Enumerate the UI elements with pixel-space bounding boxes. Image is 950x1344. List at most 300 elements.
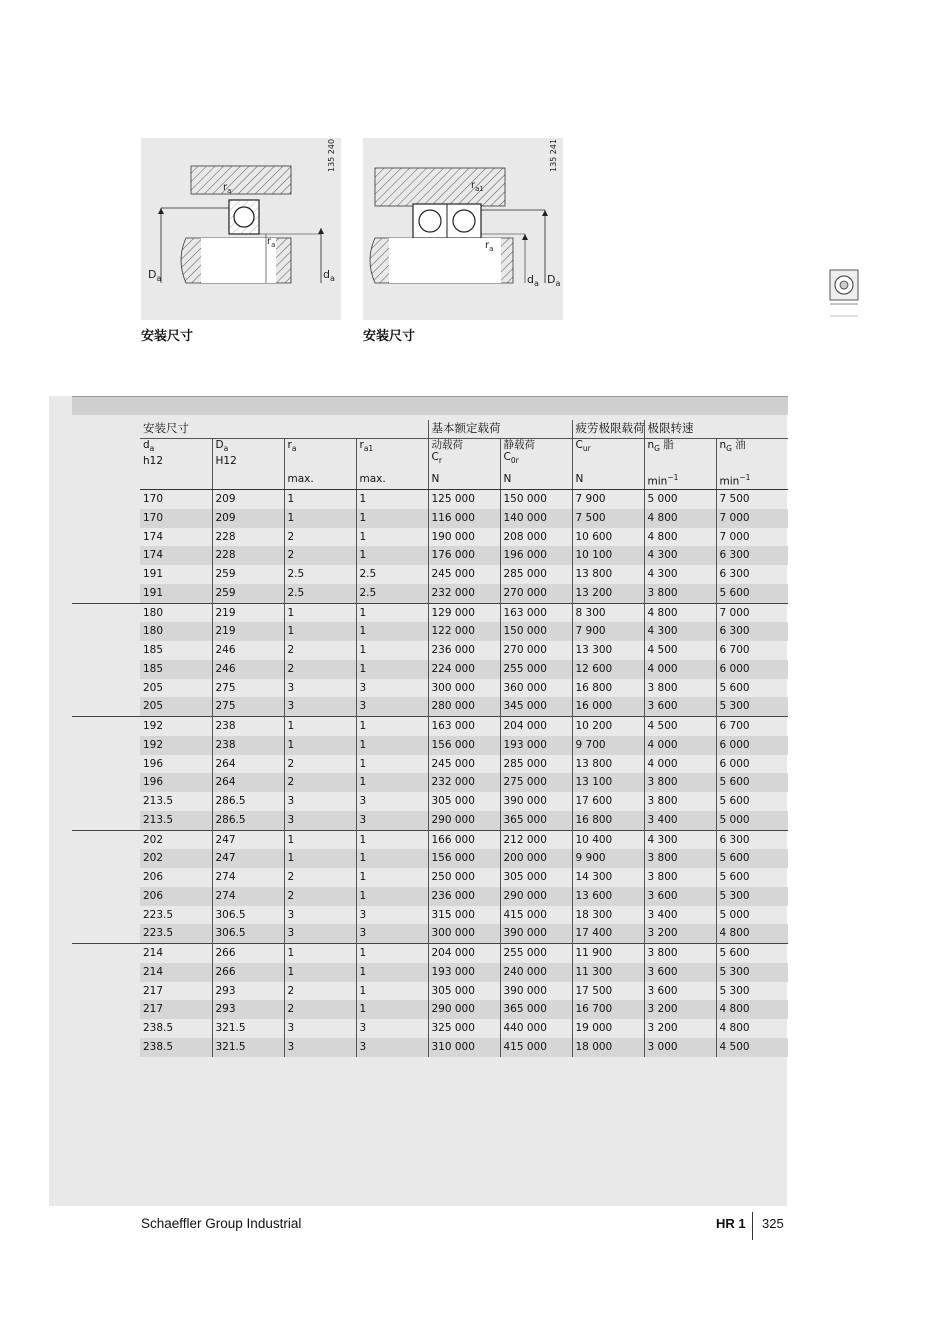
table-cell: 191: [143, 568, 164, 580]
table-cell: 4 300: [644, 830, 716, 849]
table-cell: 196 000: [500, 546, 572, 565]
page-number: 325: [762, 1216, 784, 1231]
table-cell: 205: [140, 697, 212, 716]
table-row: [72, 584, 788, 603]
table-cell: 440 000: [500, 1019, 572, 1038]
table-cell: 4 000: [644, 755, 716, 774]
table-cell: 5 600: [716, 868, 788, 887]
table-row: [72, 736, 788, 755]
table-cell: 212 000: [500, 830, 572, 849]
table-cell: 4 000: [644, 736, 716, 755]
table-cell: 286.5: [212, 811, 284, 830]
table-cell: 5 600: [716, 679, 788, 698]
table-cell: 247: [212, 849, 284, 868]
table-cell: 223.5: [140, 924, 212, 943]
table-cell: 3: [356, 924, 428, 943]
column-unit-0: [140, 473, 212, 490]
table-cell: 306.5: [212, 906, 284, 925]
table-cell: 250 000: [428, 868, 500, 887]
table-cell: 1: [284, 963, 356, 982]
table-cell: 176 000: [428, 546, 500, 565]
table-header-bar: [72, 396, 788, 415]
table-row: [72, 849, 788, 868]
column-header-2: $r_a$: [284, 439, 356, 474]
table-row: [72, 944, 788, 963]
table-row: [72, 906, 788, 925]
table-cell: 8 300: [572, 603, 644, 622]
table-cell: 255 000: [500, 660, 572, 679]
table-row: [72, 773, 788, 792]
bearing-thumbnail-icon: [828, 268, 860, 318]
table-cell: 3: [284, 924, 356, 943]
table-cell: 219: [212, 603, 284, 622]
figure-caption-2: 安装尺寸: [363, 329, 416, 344]
table-cell: 228: [212, 546, 284, 565]
table-cell: 3 200: [644, 1019, 716, 1038]
table-cell: 180: [140, 603, 212, 622]
table-row: [72, 509, 788, 528]
table-cell: 6 700: [716, 641, 788, 660]
table-cell: 6 300: [716, 830, 788, 849]
table-cell: 170: [143, 493, 164, 505]
table-cell: 305 000: [428, 792, 500, 811]
table-cell: 259: [212, 565, 284, 584]
figure-caption-1: 安装尺寸: [141, 329, 194, 344]
table-cell: 6 300: [716, 565, 788, 584]
table-cell: 290 000: [428, 1000, 500, 1019]
group-header-load-rating: 基本额定载荷: [428, 420, 572, 439]
table-cell: 2: [284, 546, 356, 565]
table-cell: 10 600: [572, 528, 644, 547]
table-cell: 6 000: [716, 660, 788, 679]
table-cell: 1: [284, 509, 356, 528]
table-cell: 238: [212, 736, 284, 755]
table-row: [72, 565, 788, 584]
table-cell: 2: [284, 755, 356, 774]
table-row: [72, 1000, 788, 1019]
table-cell: 204 000: [500, 717, 572, 736]
table-cell: 4 800: [716, 924, 788, 943]
table-cell: 255 000: [500, 944, 572, 963]
table-cell: 321.5: [212, 1019, 284, 1038]
column-unit-2: max.: [284, 473, 356, 490]
table-cell: 163 000: [428, 717, 500, 736]
svg-text:ra: $r_a$: [223, 182, 232, 195]
table-cell: 3: [284, 811, 356, 830]
table-cell: 3 000: [644, 1038, 716, 1057]
table-row: [72, 811, 788, 830]
table-cell: 10 400: [572, 830, 644, 849]
table-cell: 3: [356, 1019, 428, 1038]
table-cell: 1: [356, 660, 428, 679]
table-cell: 16 800: [572, 811, 644, 830]
mounting-figure-1: [141, 138, 341, 320]
bearing-drawing-2: [363, 138, 563, 320]
table-cell: 1: [356, 982, 428, 1001]
table-cell: 360 000: [500, 679, 572, 698]
table-cell: 10 100: [572, 546, 644, 565]
table-cell: 214: [140, 963, 212, 982]
table-cell: 223.5: [143, 908, 174, 921]
table-cell: 1: [356, 1000, 428, 1019]
table-cell: 122 000: [428, 622, 500, 641]
table-cell: 290 000: [428, 811, 500, 830]
table-cell: 13 300: [572, 641, 644, 660]
table-row: [72, 792, 788, 811]
table-cell: 228: [212, 528, 284, 547]
table-cell: 270 000: [500, 641, 572, 660]
table-cell: 286.5: [212, 792, 284, 811]
figure-number-2: 135 241: [549, 138, 558, 172]
table-cell: 3: [284, 697, 356, 716]
table-cell: 150 000: [500, 490, 572, 509]
table-cell: 5 000: [716, 906, 788, 925]
table-cell: 1: [356, 603, 428, 622]
table-cell: 5 600: [716, 792, 788, 811]
table-cell: 232 000: [428, 773, 500, 792]
column-header-5: 静载荷 $C_{0r}$: [500, 439, 572, 474]
table-cell: 306.5: [212, 924, 284, 943]
table-cell: 213.5: [140, 811, 212, 830]
table-cell: 1: [284, 603, 356, 622]
footer-divider: [752, 1212, 753, 1240]
table-cell: 1: [356, 546, 428, 565]
table-cell: 17 600: [572, 792, 644, 811]
table-cell: 365 000: [500, 811, 572, 830]
table-cell: 217: [140, 1000, 212, 1019]
table-cell: 185: [140, 660, 212, 679]
table-cell: 345 000: [500, 697, 572, 716]
table-cell: 3 800: [644, 584, 716, 603]
table-cell: 7 500: [716, 490, 788, 509]
table-cell: 2: [284, 660, 356, 679]
table-row: [72, 1019, 788, 1038]
table-cell: 6 300: [716, 546, 788, 565]
table-row: [72, 622, 788, 641]
table-row: [72, 924, 788, 943]
table-cell: 3 800: [644, 868, 716, 887]
table-cell: 315 000: [428, 906, 500, 925]
table-cell: 3 400: [644, 811, 716, 830]
table-cell: 13 100: [572, 773, 644, 792]
table-cell: 1: [284, 830, 356, 849]
table-cell: 4 800: [644, 528, 716, 547]
table-cell: 293: [212, 982, 284, 1001]
table-cell: 13 800: [572, 755, 644, 774]
table-cell: 275: [212, 697, 284, 716]
table-cell: 4 300: [644, 622, 716, 641]
table-cell: 3: [356, 1038, 428, 1057]
table-cell: 390 000: [500, 982, 572, 1001]
table-cell: 13 800: [572, 565, 644, 584]
column-unit-4: N: [428, 473, 500, 490]
table-cell: 1: [284, 736, 356, 755]
table-cell: 3 400: [644, 906, 716, 925]
table-row: [72, 641, 788, 660]
table-cell: 7 900: [572, 490, 644, 509]
svg-text:Da: $D_a$: [547, 273, 561, 288]
table-cell: 196: [143, 757, 164, 770]
svg-text:Da: $D_a$: [148, 268, 162, 283]
table-cell: 4 300: [644, 565, 716, 584]
table-cell: 3 800: [644, 792, 716, 811]
table-row: [72, 546, 788, 565]
table-cell: 3: [284, 906, 356, 925]
table-cell: 2: [284, 887, 356, 906]
table-cell: 1: [356, 736, 428, 755]
table-row: [72, 528, 788, 547]
table-cell: 219: [212, 622, 284, 641]
table-cell: 5 300: [716, 887, 788, 906]
table-cell: 3: [284, 792, 356, 811]
svg-text:ra: $r_a$: [267, 236, 276, 249]
table-row: [72, 697, 788, 716]
table-cell: 285 000: [500, 755, 572, 774]
table-row: [72, 660, 788, 679]
table-cell: 3: [284, 1019, 356, 1038]
table-cell: 1: [284, 622, 356, 641]
table-cell: 213.5: [143, 795, 174, 807]
table-cell: 247: [212, 830, 284, 849]
table-cell: 2.5: [284, 584, 356, 603]
table-cell: 19 000: [572, 1019, 644, 1038]
table-cell: 246: [212, 660, 284, 679]
table-cell: 185: [143, 644, 164, 656]
svg-text:da: $d_a$: [323, 268, 335, 283]
table-cell: 365 000: [500, 1000, 572, 1019]
column-unit-1: [212, 473, 284, 490]
table-cell: 193 000: [500, 736, 572, 755]
table-cell: 264: [212, 755, 284, 774]
table-cell: 125 000: [428, 490, 500, 509]
svg-text:ra1: $r_{a1}$: [471, 180, 484, 193]
table-cell: 2.5: [356, 565, 428, 584]
table-cell: 236 000: [428, 887, 500, 906]
table-cell: 214: [140, 944, 212, 963]
table-cell: 14 300: [572, 868, 644, 887]
column-unit-8: $\min^{-1}$: [716, 473, 788, 490]
table-cell: 293: [212, 1000, 284, 1019]
table-cell: 238.5: [140, 1038, 212, 1057]
column-header-0: $d_a$ h12: [143, 439, 164, 468]
table-cell: 3 600: [644, 697, 716, 716]
table-cell: 4 500: [716, 1038, 788, 1057]
table-cell: 1: [356, 490, 428, 509]
table-cell: 4 000: [644, 660, 716, 679]
table-cell: 191: [140, 584, 212, 603]
table-cell: 390 000: [500, 924, 572, 943]
table-cell: 13 600: [572, 887, 644, 906]
table-cell: 3 800: [644, 849, 716, 868]
bearing-drawing-1: [141, 138, 341, 320]
bearing-data-table: [72, 420, 788, 1057]
table-cell: 275: [212, 679, 284, 698]
table-cell: 5 000: [716, 811, 788, 830]
table-cell: 180: [140, 622, 212, 641]
table-cell: 10 200: [572, 717, 644, 736]
table-cell: 1: [356, 622, 428, 641]
table-cell: 270 000: [500, 584, 572, 603]
table-cell: 11 300: [572, 963, 644, 982]
table-cell: 246: [212, 641, 284, 660]
table-cell: 285 000: [500, 565, 572, 584]
table-cell: 13 200: [572, 584, 644, 603]
column-header-7: $n_G$ 脂: [644, 439, 716, 474]
table-cell: 238: [212, 717, 284, 736]
table-cell: 190 000: [428, 528, 500, 547]
table-cell: 202: [140, 830, 212, 849]
table-cell: 140 000: [500, 509, 572, 528]
table-cell: 196: [140, 773, 212, 792]
table-cell: 1: [356, 773, 428, 792]
table-row: [72, 868, 788, 887]
table-cell: 5 300: [716, 982, 788, 1001]
table-cell: 7 000: [716, 528, 788, 547]
table-cell: 321.5: [212, 1038, 284, 1057]
table-row: [72, 830, 788, 849]
table-cell: 2: [284, 773, 356, 792]
group-header-speed: 极限转速: [644, 420, 788, 439]
table-cell: 5 000: [644, 490, 716, 509]
table-cell: 17 500: [572, 982, 644, 1001]
table-cell: 17 400: [572, 924, 644, 943]
table-cell: 1: [356, 528, 428, 547]
column-header-6: $C_{ur}$: [572, 439, 644, 474]
table-cell: 390 000: [500, 792, 572, 811]
table-cell: 3 600: [644, 963, 716, 982]
table-cell: 202: [140, 849, 212, 868]
table-cell: 300 000: [428, 924, 500, 943]
table-cell: 415 000: [500, 1038, 572, 1057]
table-cell: 4 800: [716, 1000, 788, 1019]
table-cell: 16 700: [572, 1000, 644, 1019]
table-cell: 3 600: [644, 887, 716, 906]
table-cell: 209: [212, 509, 284, 528]
table-cell: 209: [212, 490, 284, 509]
table-cell: 2: [284, 868, 356, 887]
table-cell: 3 600: [644, 982, 716, 1001]
table-cell: 305 000: [500, 868, 572, 887]
table-cell: 1: [356, 755, 428, 774]
table-cell: 1: [356, 717, 428, 736]
table-cell: 266: [212, 944, 284, 963]
table-cell: 2.5: [356, 584, 428, 603]
mounting-figure-2: [363, 138, 563, 320]
table-cell: 18 300: [572, 906, 644, 925]
table-cell: 4 800: [716, 1019, 788, 1038]
column-header-4: 动载荷 $C_r$: [428, 439, 500, 474]
table-cell: 1: [356, 849, 428, 868]
table-cell: 11 900: [572, 944, 644, 963]
table-cell: 290 000: [500, 887, 572, 906]
table-cell: 259: [212, 584, 284, 603]
table-cell: 4 500: [644, 717, 716, 736]
table-cell: 206: [143, 871, 164, 883]
group-header-fatigue: 疲劳极限载荷: [572, 420, 644, 439]
table-cell: 5 600: [716, 773, 788, 792]
table-cell: 5 600: [716, 944, 788, 963]
table-cell: 274: [212, 868, 284, 887]
table-cell: 1: [284, 490, 356, 509]
table-cell: 1: [284, 944, 356, 963]
table-cell: 1: [356, 944, 428, 963]
table-cell: 4 800: [644, 603, 716, 622]
table-cell: 3: [356, 792, 428, 811]
table-cell: 174: [140, 546, 212, 565]
table-cell: 7 900: [572, 622, 644, 641]
table-cell: 266: [212, 963, 284, 982]
table-cell: 9 700: [572, 736, 644, 755]
table-cell: 129 000: [428, 603, 500, 622]
table-cell: 208 000: [500, 528, 572, 547]
column-unit-7: $\min^{-1}$: [644, 473, 716, 490]
table-cell: 6 300: [716, 622, 788, 641]
table-body: [72, 490, 788, 1057]
table-cell: 4 800: [644, 509, 716, 528]
table-cell: 1: [284, 717, 356, 736]
table-row: [72, 603, 788, 622]
table-cell: 16 000: [572, 697, 644, 716]
table-row: [72, 755, 788, 774]
table-row: [72, 963, 788, 982]
table-cell: 325 000: [428, 1019, 500, 1038]
table-cell: 1: [356, 868, 428, 887]
table-cell: 2: [284, 982, 356, 1001]
table-cell: 236 000: [428, 641, 500, 660]
table-cell: 245 000: [428, 755, 500, 774]
table-cell: 1: [284, 849, 356, 868]
table-cell: 7 000: [716, 509, 788, 528]
table-cell: 280 000: [428, 697, 500, 716]
table-cell: 245 000: [428, 565, 500, 584]
table-cell: 6 000: [716, 736, 788, 755]
table-cell: 166 000: [428, 830, 500, 849]
table-cell: 4 500: [644, 641, 716, 660]
table-cell: 5 600: [716, 849, 788, 868]
table-cell: 1: [356, 963, 428, 982]
table-cell: 4 300: [644, 546, 716, 565]
table-row: [72, 1038, 788, 1057]
table-cell: 192: [140, 736, 212, 755]
table-cell: 16 800: [572, 679, 644, 698]
table-cell: 232 000: [428, 584, 500, 603]
table-cell: 3: [284, 679, 356, 698]
column-unit-3: max.: [356, 473, 428, 490]
table-cell: 1: [356, 641, 428, 660]
table-cell: 1: [356, 509, 428, 528]
table-cell: 6 700: [716, 717, 788, 736]
table-cell: 174: [143, 530, 164, 543]
table-cell: 2: [284, 641, 356, 660]
table-cell: 3 200: [644, 924, 716, 943]
table-cell: 3 800: [644, 944, 716, 963]
column-header-3: $r_{a1}$: [356, 439, 428, 474]
table-cell: 6 000: [716, 755, 788, 774]
group-header-mounting: 安装尺寸: [140, 420, 428, 439]
table-cell: 204 000: [428, 944, 500, 963]
table-cell: 5 600: [716, 584, 788, 603]
table-cell: 18 000: [572, 1038, 644, 1057]
table-cell: 217: [143, 984, 164, 997]
table-cell: 300 000: [428, 679, 500, 698]
table-row: [72, 679, 788, 698]
table-cell: 1: [356, 887, 428, 906]
table-row: [72, 490, 788, 509]
table-cell: 3: [356, 906, 428, 925]
table-cell: 3 800: [644, 773, 716, 792]
table-cell: 193 000: [428, 963, 500, 982]
table-cell: 264: [212, 773, 284, 792]
